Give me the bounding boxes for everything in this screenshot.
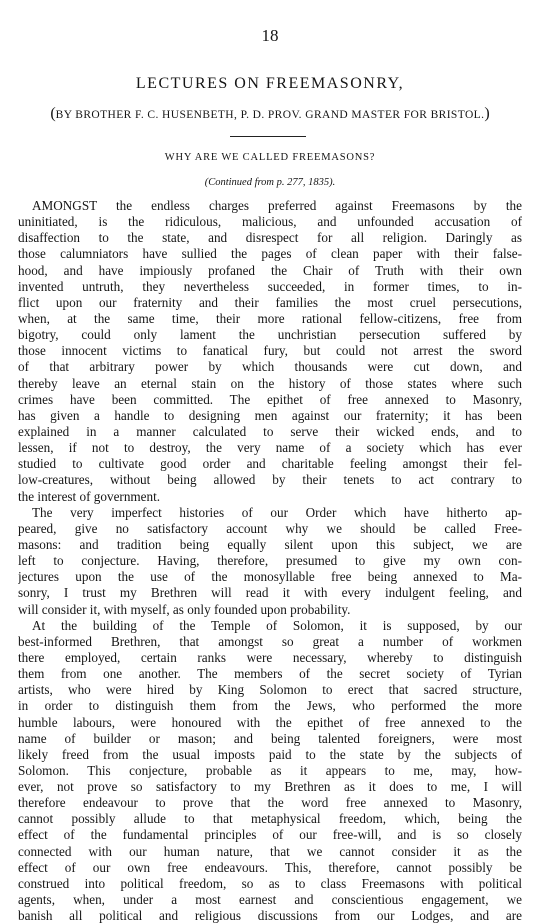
author-byline xyxy=(30,105,510,123)
text-line: thereby leave an eternal stain on the history of those states where such xyxy=(18,375,522,391)
text-line: At the building of the Temple of Solomon, it is supposed, by our xyxy=(32,617,522,633)
text-line: jectures upon the use of the monosyllable free being annexed to Ma- xyxy=(18,569,522,585)
text-line: The very imperfect histories of our Order which have hitherto ap- xyxy=(32,504,522,520)
text-line: connected with our human nature, that we cannot consider it as the xyxy=(18,843,522,859)
text-line: effect of the fundamental principles of our free-will, and is so closely xyxy=(18,827,522,843)
byline-close-paren: ) xyxy=(484,105,490,122)
text-line: artists, who were hired by King Solomon to erect that sacred structure, xyxy=(18,682,522,698)
text-line: best-informed Brethren, that amongst so great a number of workmen xyxy=(18,633,522,649)
page-number: 18 xyxy=(261,26,279,45)
text-line: low-creatures, without being allowed by their tenets to act contrary to xyxy=(18,472,522,488)
text-line: crimes have been committed. The epithet of free annexed to Masonry, xyxy=(18,391,522,407)
text-line: masons: and tradition being equally silent upon this subject, we are xyxy=(18,536,522,552)
text-line: the interest of government. xyxy=(18,488,161,504)
continued-note: (Continued from p. 277, 1835). xyxy=(204,177,336,188)
text-line: invented untruth, they nevertheless succeeded, in former times, to in- xyxy=(18,278,522,294)
text-line: lessen, if not to destroy, the very name of a society which has ever xyxy=(18,440,522,456)
text-line: effect of our own free endeavours. This, therefore, cannot possibly be xyxy=(18,859,522,875)
byline-open-paren: ( xyxy=(50,105,56,122)
text-line: cannot possibly allude to that metaphysical freedom, which, being the xyxy=(18,811,522,827)
text-line: therefore endeavour to prove that the word free annexed to Masonry, xyxy=(18,795,522,811)
text-line: hood, and have impiously profaned the Chair of Truth with their own xyxy=(18,262,522,278)
text-line: AMONGST the endless charges preferred against Freemasons by the xyxy=(32,198,522,213)
article-body xyxy=(18,198,522,924)
divider-rule xyxy=(230,136,306,137)
text-line: will consider it, with myself, as only founded upon probability. xyxy=(18,601,351,617)
text-line: ever, not prove so satisfactory to my Brethren as it does to me, I will xyxy=(18,779,522,795)
text-line: explained in a manner calculated to serve their wicked ends, and to xyxy=(18,423,522,439)
text-line: flict upon our fraternity and their families the most cruel persecutions, xyxy=(18,294,522,310)
byline-text: BY BROTHER F. C. HUSENBETH, P. D. PROV. GRAND MASTER FOR BRISTOL. xyxy=(55,109,485,121)
text-line: in order to distinguish them from the Jews, who performed the more xyxy=(18,698,522,714)
text-line: of that arbitrary power by which thousands were cut down, and xyxy=(18,359,522,375)
text-line: agents, when, under a most earnest and conscientious engagement, we xyxy=(18,892,522,908)
article-title: LECTURES ON FREEMASONRY, xyxy=(135,75,405,92)
text-line: uninitiated, is the ridiculous, malicious, and unfounded accusation of xyxy=(18,214,522,230)
text-line: there employed, certain ranks were necessary, whereby to distinguish xyxy=(18,649,522,665)
text-line: Solomon. This conjecture, probable as it appears to me, may, how- xyxy=(18,762,522,778)
text-line: sonry, I trust my Brethren will read it with every indulgent feeling, and xyxy=(18,585,522,601)
text-line: when, at the same time, their more rational fellow-citizens, free from xyxy=(18,310,522,326)
text-line: humble labours, were honoured with the epithet of free annexed to the xyxy=(18,714,522,730)
text-line: likely freed from the usual imposts paid to the state by the subjects of xyxy=(18,746,522,762)
text-line: name of builder or mason; and being talented foreigners, were most xyxy=(18,730,522,746)
text-line: bigotry, could only lament the unchristian persecution suffered by xyxy=(18,327,522,343)
text-line: those innocent victims to fanatical fury, but could not arrest the sword xyxy=(18,343,522,359)
text-line: peared, give no satisfactory account why we should be called Free- xyxy=(18,520,522,536)
text-line: those calumniators have sullied the pages of clean paper with their false- xyxy=(18,246,522,262)
text-line: left to conjecture. Having, therefore, presumed to give my own con- xyxy=(18,553,522,569)
text-line: construed into political freedom, so as to class Freemasons with political xyxy=(18,875,522,891)
text-line: banish all political and religious discussions from our Lodges, and are xyxy=(18,908,522,924)
text-line: disaffection to the state, and disrespect for all religion. Daringly as xyxy=(18,230,522,246)
section-heading: WHY ARE WE CALLED FREEMASONS? xyxy=(164,152,376,163)
text-line: studied to cultivate good order and charitable feeling amongst their fel- xyxy=(18,456,522,472)
text-line: them from one another. The members of the secret society of Tyrian xyxy=(18,666,522,682)
text-line: has given a handle to designing men against our fraternity; it has been xyxy=(18,407,522,423)
